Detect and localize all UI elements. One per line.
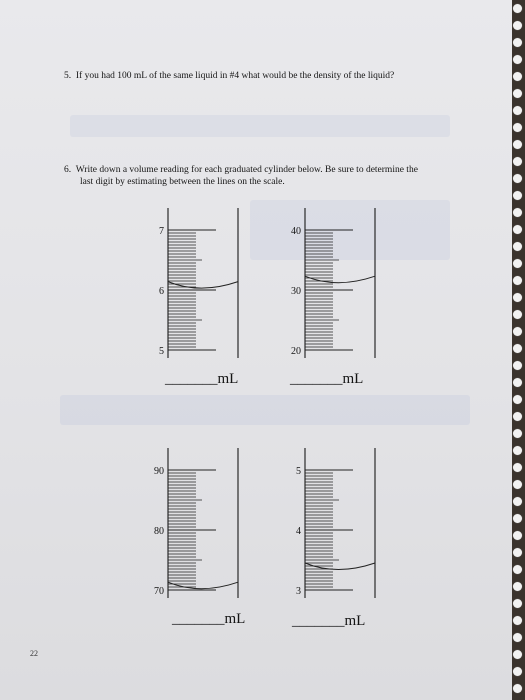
binder-hole — [513, 684, 522, 693]
answer-blank-3[interactable] — [172, 611, 245, 628]
binder-hole — [513, 21, 522, 30]
binder-hole — [513, 4, 522, 13]
binder-hole — [513, 259, 522, 268]
binder-hole — [513, 650, 522, 659]
cylinder-1 — [148, 200, 238, 360]
answer-blank-1[interactable] — [165, 371, 238, 388]
binder-hole — [513, 191, 522, 200]
binder-hole — [513, 582, 522, 591]
binder-hole — [513, 38, 522, 47]
question-6-continued — [80, 177, 285, 188]
answer-line[interactable]: _______ — [290, 371, 343, 387]
binder-hole — [513, 633, 522, 642]
binder-hole — [513, 293, 522, 302]
answer-line[interactable]: _______ — [292, 613, 345, 629]
binder-hole — [513, 548, 522, 557]
binder-hole — [513, 123, 522, 132]
tick-label: 70 — [154, 586, 164, 597]
binder-hole — [513, 395, 522, 404]
binder-hole — [513, 599, 522, 608]
cylinder-3 — [148, 440, 238, 600]
answer-line[interactable]: _______ — [172, 611, 225, 627]
answer-blank-4[interactable] — [292, 613, 365, 630]
binder-hole — [513, 208, 522, 217]
binder-hole — [513, 327, 522, 336]
unit-label: mL — [344, 613, 366, 629]
binder-hole — [513, 174, 522, 183]
binder-hole — [513, 463, 522, 472]
question-6-line-1: Write down a volume reading for each graduated cylinder below. Be sure to determine the — [75, 165, 418, 175]
cylinder-2 — [285, 200, 375, 360]
binder-hole — [513, 531, 522, 540]
binder-hole — [513, 429, 522, 438]
binder-hole — [513, 157, 522, 166]
meniscus-curve — [305, 276, 375, 283]
binder-hole — [513, 72, 522, 81]
question-6-line-2: last digit by estimating between the lines on the scale. — [80, 177, 285, 187]
tick-label: 4 — [296, 526, 301, 537]
binder-hole — [513, 378, 522, 387]
tick-label: 5 — [296, 466, 301, 477]
question-5 — [64, 71, 394, 82]
binder-hole — [513, 565, 522, 574]
bleed-through — [70, 115, 450, 137]
graduated-cylinder — [285, 440, 375, 600]
binder-hole — [513, 276, 522, 285]
tick-label: 6 — [159, 286, 164, 297]
binder-hole — [513, 480, 522, 489]
question-6 — [64, 165, 418, 176]
unit-label: mL — [217, 371, 239, 387]
binder-hole — [513, 89, 522, 98]
question-5-text: If you had 100 mL of the same liquid in #4 what would be the density of the liquid? — [75, 71, 395, 81]
binder-hole — [513, 616, 522, 625]
tick-label: 3 — [296, 586, 301, 597]
binder-hole — [513, 361, 522, 370]
question-6-number: 6. — [64, 165, 72, 175]
tick-label: 7 — [159, 226, 164, 237]
page-number: 22 — [30, 649, 38, 658]
meniscus-curve — [305, 563, 375, 570]
binder-hole — [513, 242, 522, 251]
binder-hole — [513, 497, 522, 506]
cylinder-4 — [285, 440, 375, 600]
answer-blank-2[interactable] — [290, 371, 363, 388]
answer-line[interactable]: _______ — [165, 371, 218, 387]
question-5-number: 5. — [64, 71, 72, 81]
binder-hole — [513, 106, 522, 115]
binder-hole — [513, 446, 522, 455]
binder-hole — [513, 225, 522, 234]
binder-hole — [513, 310, 522, 319]
unit-label: mL — [224, 611, 246, 627]
binder-hole — [513, 140, 522, 149]
tick-label: 30 — [291, 286, 301, 297]
binder-hole — [513, 667, 522, 676]
binder-hole — [513, 514, 522, 523]
tick-label: 90 — [154, 466, 164, 477]
tick-label: 5 — [159, 346, 164, 357]
bleed-through — [60, 395, 470, 425]
tick-label: 40 — [291, 226, 301, 237]
binder-hole — [513, 55, 522, 64]
binder-hole — [513, 344, 522, 353]
tick-label: 80 — [154, 526, 164, 537]
unit-label: mL — [342, 371, 364, 387]
binder-hole — [513, 412, 522, 421]
meniscus-curve — [168, 582, 238, 589]
graduated-cylinder — [148, 200, 238, 360]
graduated-cylinder — [285, 200, 375, 360]
tick-label: 20 — [291, 346, 301, 357]
graduated-cylinder — [148, 440, 238, 600]
